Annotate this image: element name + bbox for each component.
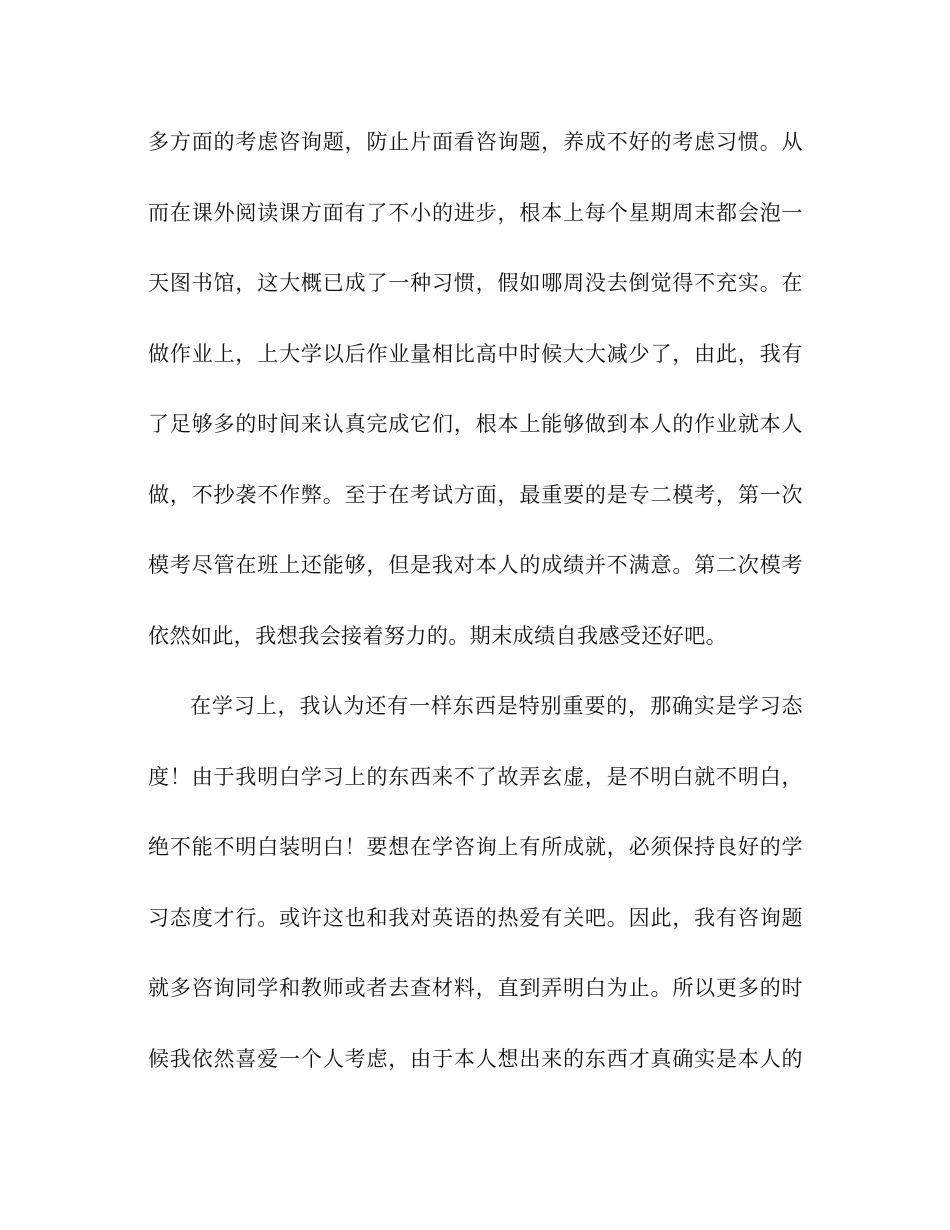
text-line: 就多咨询同学和教师或者去查材料，直到弄明白为止。所以更多的时 <box>148 976 803 1000</box>
text-line: 了足够多的时间来认真完成它们，根本上能够做到本人的作业就本人 <box>148 412 803 436</box>
text-line: 绝不能不明白装明白！要想在学咨询上有所成就，必须保持良好的学 <box>148 835 803 859</box>
text-line: 天图书馆，这大概已成了一种习惯，假如哪周没去倒觉得不充实。在 <box>148 271 803 295</box>
text-line: 习态度才行。或许这也和我对英语的热爱有关吧。因此，我有咨询题 <box>148 906 803 930</box>
text-line-paragraph-start: 在学习上，我认为还有一样东西是特别重要的，那确实是学习态 <box>190 694 803 718</box>
text-line: 度！由于我明白学习上的东西来不了故弄玄虚，是不明白就不明白， <box>148 765 803 789</box>
text-line: 做作业上，上大学以后作业量相比高中时候大大减少了，由此，我有 <box>148 342 803 366</box>
text-line: 而在课外阅读课方面有了不小的进步，根本上每个星期周末都会泡一 <box>148 201 803 225</box>
text-line: 模考尽管在班上还能够，但是我对本人的成绩并不满意。第二次模考 <box>148 553 803 577</box>
text-line: 做，不抄袭不作弊。至于在考试方面，最重要的是专二模考，第一次 <box>148 483 803 507</box>
text-line: 候我依然喜爱一个人考虑，由于本人想出来的东西才真确实是本人的 <box>148 1047 803 1071</box>
text-line-paragraph-end: 依然如此，我想我会接着努力的。期末成绩自我感受还好吧。 <box>148 624 728 648</box>
text-line: 多方面的考虑咨询题，防止片面看咨询题，养成不好的考虑习惯。从 <box>148 130 803 154</box>
